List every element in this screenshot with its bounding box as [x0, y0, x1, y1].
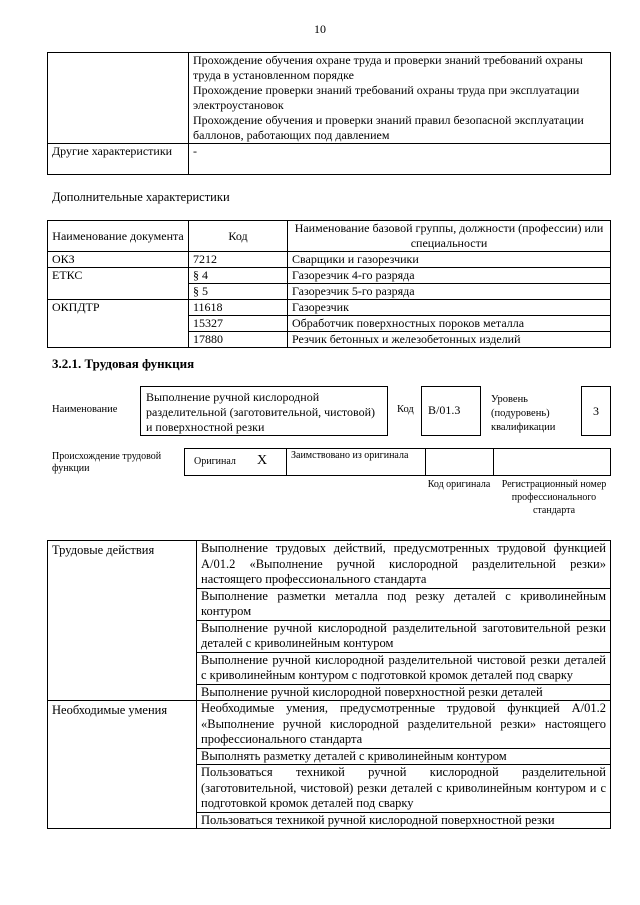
original-code-label: Код оригинала [427, 479, 491, 490]
name-label: Наименование [52, 404, 118, 415]
skill-item: Пользоваться техникой ручной кислородной разделительной (заготовительной, чистовой) резки деталей с криволинейным контуром и с подготовкой кромок деталей под сварку [197, 765, 611, 813]
labor-action-item: Выполнение ручной кислородной разделительной заготовительной резки деталей с криволинейным контуром [197, 620, 611, 652]
code-cell: § 5 [189, 284, 288, 300]
other-characteristics-label: Другие характеристики [48, 144, 189, 175]
code-label: Код [397, 404, 414, 415]
origin-label: Происхождение трудовой функции [52, 451, 162, 474]
other-characteristics-value: - [189, 144, 611, 175]
code-cell: § 4 [189, 268, 288, 284]
page-number: 10 [314, 22, 326, 36]
table-row [48, 53, 611, 144]
labor-action-item: Выполнение ручной кислородной разделительной чистовой резки деталей с криволинейным контуром с подготовкой кромок деталей под сварку [197, 652, 611, 684]
requirement-item: Прохождение проверки знаний требований охраны труда при эксплуатации электроустановок [193, 83, 580, 112]
borrowed-label: Заимствовано из оригинала [291, 450, 409, 461]
name-cell: Газорезчик 4-го разряда [288, 268, 611, 284]
requirements-table [47, 52, 611, 175]
code-cell: 11618 [189, 300, 288, 316]
original-label: Оригинал [194, 456, 236, 467]
header-group-name: Наименование базовой группы, должности (профессии) или специальности [288, 221, 611, 252]
qualification-level-label: Уровень (подуровень) квалификации [491, 394, 556, 433]
labor-function-title: 3.2.1. Трудовая функция [52, 356, 195, 371]
additional-characteristics-title: Дополнительные характеристики [52, 190, 230, 204]
code-cell: 17880 [189, 332, 288, 348]
header-document-name: Наименование документа [48, 221, 189, 252]
requirement-item: Прохождение обучения и проверки знаний правил безопасной эксплуатации баллонов, работающих под давлением [193, 113, 584, 142]
labor-actions-label: Трудовые действия [48, 541, 197, 701]
skill-item: Необходимые умения, предусмотренные трудовой функцией А/01.2 «Выполнение ручной кислородной разделительной резки» настоящего профессионального стандарта [197, 701, 611, 749]
additional-characteristics-table [47, 220, 611, 348]
name-cell: Газорезчик 5-го разряда [288, 284, 611, 300]
function-code-box: В/01.3 [421, 386, 481, 436]
name-cell: Резчик бетонных и железобетонных изделий [288, 332, 611, 348]
code-cell: 15327 [189, 316, 288, 332]
table-row [48, 268, 611, 284]
name-cell: Сварщики и газорезчики [288, 252, 611, 268]
table-row [48, 144, 611, 175]
origin-divider [493, 448, 494, 476]
code-cell: 7212 [189, 252, 288, 268]
header-code: Код [189, 221, 288, 252]
table-row [48, 541, 611, 589]
requirements-cell [189, 53, 611, 144]
qualification-level-box: 3 [581, 386, 611, 436]
skill-item: Выполнять разметку деталей с криволинейным контуром [197, 748, 611, 765]
table-row [48, 701, 611, 749]
name-cell: Обработчик поверхностных пороков металла [288, 316, 611, 332]
labor-action-item: Выполнение трудовых действий, предусмотренных трудовой функцией А/01.2 «Выполнение ручной кислородной разделительной резки» настоящего профессионального стандарта [197, 541, 611, 589]
required-skills-label: Необходимые умения [48, 701, 197, 829]
table-row [48, 252, 611, 268]
requirement-item: Прохождение обучения охране труда и проверки знаний требований охраны труда в установленном порядке [193, 53, 583, 82]
labor-action-item: Выполнение ручной кислородной поверхностной резки деталей [197, 684, 611, 701]
name-cell: Газорезчик [288, 300, 611, 316]
doc-cell: ОКПДТР [48, 300, 189, 348]
table-header-row [48, 221, 611, 252]
table-row [48, 300, 611, 316]
labor-action-item: Выполнение разметки металла под резку деталей с криволинейным контуром [197, 588, 611, 620]
table-cell-empty [48, 53, 189, 144]
doc-cell: ЕТКС [48, 268, 189, 300]
original-checkmark: X [257, 453, 268, 468]
doc-cell: ОКЗ [48, 252, 189, 268]
labor-details-table [47, 540, 611, 829]
function-name-box: Выполнение ручной кислородной разделительной (заготовительной, чистовой) и поверхностной резки [140, 386, 388, 436]
skill-item: Пользоваться техникой ручной кислородной поверхностной резки [197, 812, 611, 829]
registration-number-label: Регистрационный номер профессионального стандарта [501, 479, 607, 516]
